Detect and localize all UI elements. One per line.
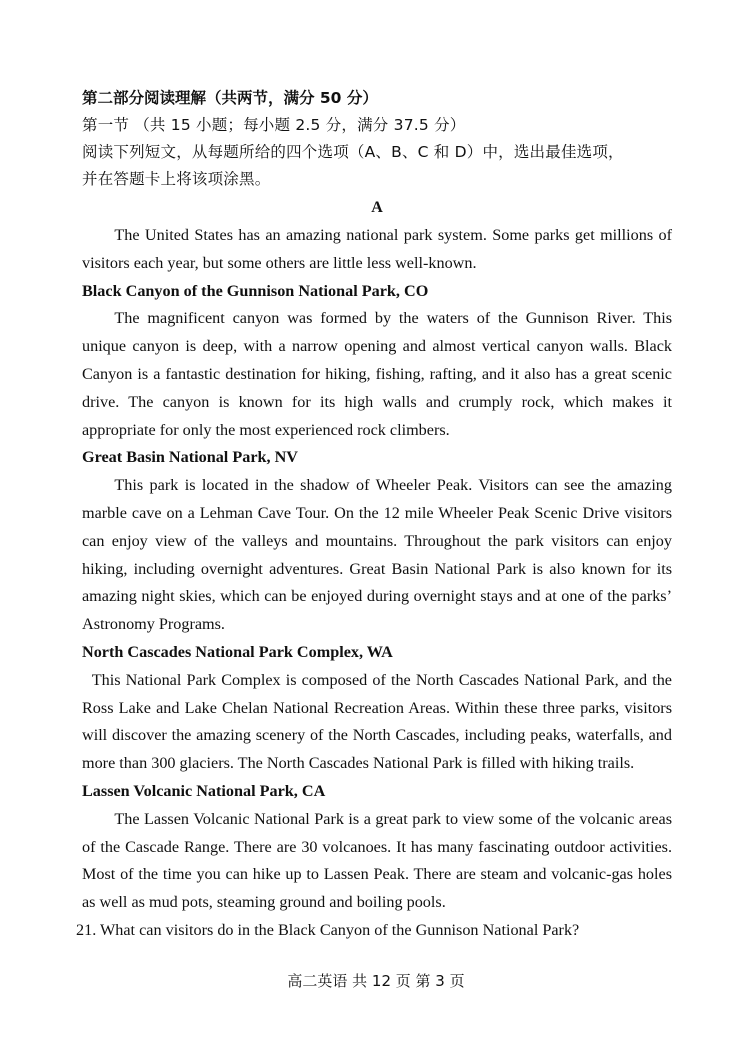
page-footer: 高二英语 共 12 页 第 3 页 xyxy=(287,972,465,990)
exam-page xyxy=(76,84,672,945)
park-text-black-canyon: The magnificent canyon was formed by the waters of the Gunnison River. This unique canyon is deep, with a narrow opening and almost vertical canyon walls. Black Canyon is a fantastic destination for hiking, fishing, rafting, and it also has a great scenic drive. The canyon is known for its high walls and crumply rock, which makes it appropriate for only the most experienced rock climbers. xyxy=(82,309,672,439)
park-heading-black-canyon: Black Canyon of the Gunnison National Park, CO xyxy=(82,281,429,300)
park-text-north-cascades: This National Park Complex is composed of the North Cascades National Park, and the Ross Lake and Lake Chelan National Recreation Areas. Within these three parks, visitors will discover the amazing scenery of the North Cascades, including peaks, waterfalls, and more than 300 glaciers. The North Cascades National Park is filled with hiking trails. xyxy=(82,670,672,773)
park-heading-lassen: Lassen Volcanic National Park, CA xyxy=(82,781,326,800)
section-title: 第二部分阅读理解（共两节，满分 50 分） xyxy=(82,89,378,107)
subsection-title: 第一节 （共 15 小题；每小题 2.5 分，满分 37.5 分） xyxy=(82,116,466,134)
park-text-great-basin: This park is located in the shadow of Wheeler Peak. Visitors can see the amazing marble cave on a Lehman Cave Tour. On the 12 mile Wheeler Peak Scenic Drive visitors can enjoy view of the valleys and mountains. Throughout the park visitors can enjoy hiking, including overnight adventures. Great Basin National Park is also known for its amazing night skies, which can be enjoyed during overnight stays and at one of the parks’ Astronomy Programs. xyxy=(82,476,672,634)
passage-letter: A xyxy=(371,199,383,216)
park-text-lassen: The Lassen Volcanic National Park is a great park to view some of the volcanic areas of the Cascade Range. There are 30 volcanoes. It has many fascinating outdoor activities. Most of the time you can hike up to Lassen Peak. There are steam and volcanic-gas holes as well as mud pots, steaming ground and boiling pools. xyxy=(82,809,672,912)
question-21: 21. What can visitors do in the Black Canyon of the Gunnison National Park? xyxy=(76,920,580,939)
instruction-line-1: 阅读下列短文，从每题所给的四个选项（A、B、C 和 D）中，选出最佳选项， xyxy=(82,143,624,161)
passage-intro: The United States has an amazing national park system. Some parks get millions of visitors each year, but some others are little less well-known. xyxy=(82,226,672,272)
instruction-line-2: 并在答题卡上将该项涂黑。 xyxy=(82,170,271,188)
park-heading-north-cascades: North Cascades National Park Complex, WA xyxy=(82,642,393,661)
park-heading-great-basin: Great Basin National Park, NV xyxy=(82,448,298,467)
